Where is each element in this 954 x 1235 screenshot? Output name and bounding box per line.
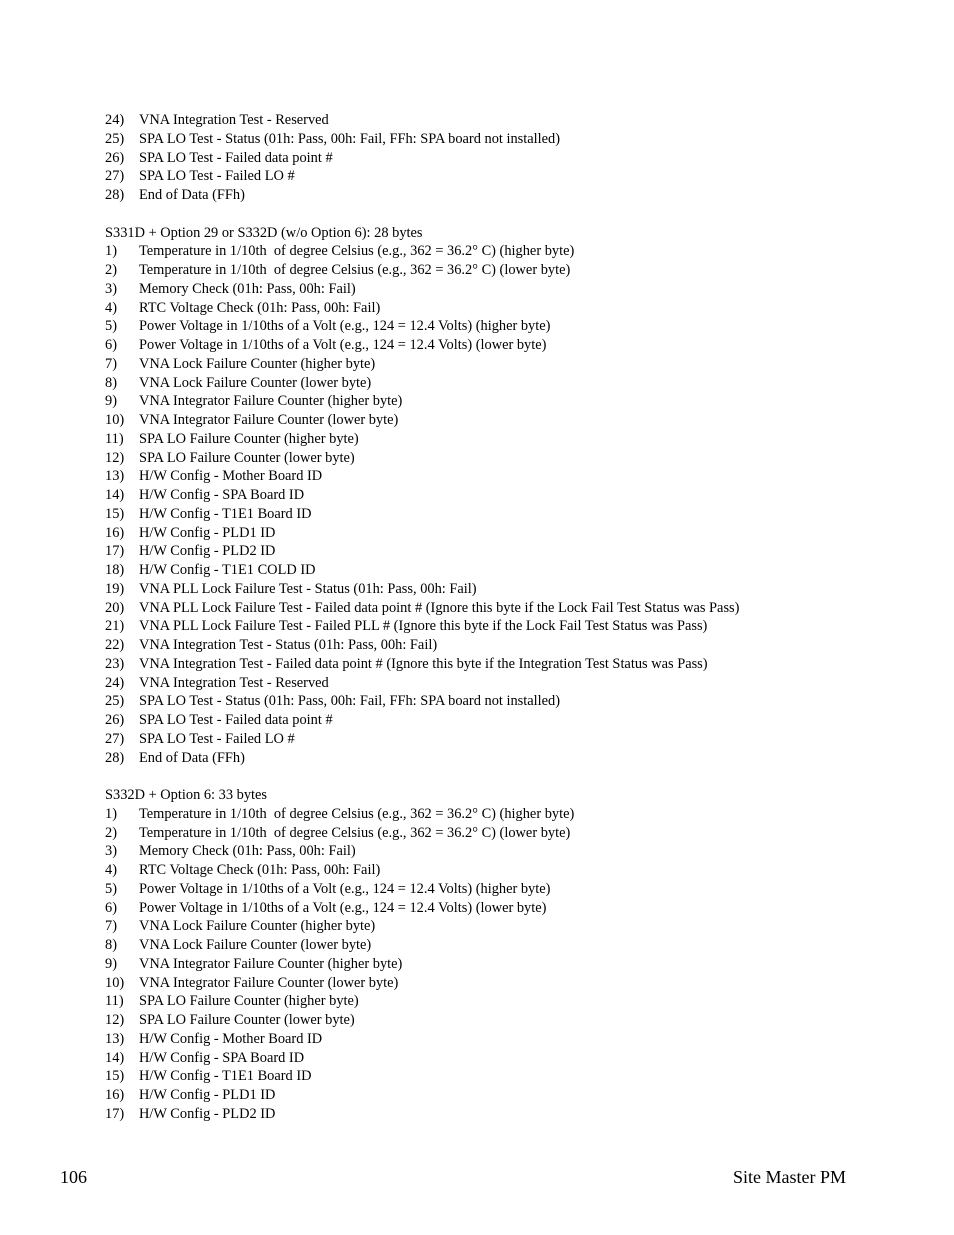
list-item [105,486,865,505]
item-number: 7) [105,355,117,372]
list-item [105,617,865,636]
item-text: Power Voltage in 1/10ths of a Volt (e.g., 124 = 12.4 Volts) (higher byte) [139,318,551,335]
item-number: 17) [105,543,125,560]
list-item [105,636,865,655]
item-text: H/W Config - T1E1 Board ID [139,505,312,522]
item-number: 15) [105,505,125,522]
item-text: VNA Integrator Failure Counter (higher byte) [139,393,403,410]
list-item [105,805,865,824]
list-item [105,449,865,468]
item-text: VNA Integration Test - Status (01h: Pass, 00h: Fail) [139,637,438,653]
item-text: End of Data (FFh) [139,749,245,766]
list-item [105,186,865,205]
item-text: VNA Lock Failure Counter (lower byte) [139,374,372,391]
item-number: 24) [105,674,125,691]
item-number: 27) [105,730,125,747]
item-number: 11) [105,430,124,447]
item-text: VNA Integration Test - Failed data point # (Ignore this byte if the Integration Test Status was Pass) [139,655,708,672]
list-section [105,111,865,205]
page-number: 106 [60,1167,87,1187]
list-item [105,880,865,899]
item-text: Temperature in 1/10th of degree Celsius (e.g., 362 = 36.2° C) (higher byte) [139,805,575,822]
item-number: 16) [105,524,125,541]
item-text: SPA LO Test - Failed LO # [139,730,295,747]
item-number: 14) [105,1049,125,1066]
item-text: SPA LO Test - Failed data point # [139,712,333,728]
item-number: 18) [105,562,125,578]
list-item [105,561,865,580]
item-text: RTC Voltage Check (01h: Pass, 00h: Fail) [139,299,381,316]
item-number: 20) [105,599,125,616]
item-number: 3) [105,280,117,297]
list-item [105,1105,865,1124]
list-item [105,242,865,261]
list-item [105,392,865,411]
section-gap [105,767,865,786]
item-number: 9) [105,955,117,972]
list-item [105,1011,865,1030]
item-text: Memory Check (01h: Pass, 00h: Fail) [139,843,356,860]
item-number: 12) [105,449,125,466]
item-text: End of Data (FFh) [139,187,245,203]
list-item [105,505,865,524]
item-text: H/W Config - Mother Board ID [139,1030,323,1047]
list-item [105,861,865,880]
list-item [105,711,865,730]
item-text: Power Voltage in 1/10ths of a Volt (e.g., 124 = 12.4 Volts) (lower byte) [139,899,547,916]
item-number: 6) [105,899,117,916]
list-item [105,149,865,168]
item-number: 13) [105,1030,125,1047]
item-text: Temperature in 1/10th of degree Celsius (e.g., 362 = 36.2° C) (lower byte) [139,824,571,841]
item-number: 14) [105,487,125,503]
item-text: SPA LO Test - Status (01h: Pass, 00h: Fail, FFh: SPA board not installed) [139,130,561,147]
item-text: SPA LO Test - Status (01h: Pass, 00h: Fail, FFh: SPA board not installed) [139,693,561,710]
list-item [105,936,865,955]
item-number: 8) [105,937,117,953]
list-item [105,1049,865,1068]
item-number: 28) [105,187,125,203]
list-item [105,917,865,936]
list-item [105,299,865,318]
item-text: H/W Config - T1E1 Board ID [139,1068,312,1085]
page-footer [60,1166,846,1188]
list-item [105,430,865,449]
item-text: VNA Lock Failure Counter (lower byte) [139,937,372,953]
item-number: 22) [105,637,125,653]
item-number: 25) [105,130,125,147]
list-item [105,1086,865,1105]
item-number: 28) [105,749,125,766]
item-number: 26) [105,712,125,728]
list-item [105,824,865,843]
list-item [105,467,865,486]
list-item [105,280,865,299]
list-item [105,655,865,674]
list-item [105,692,865,711]
item-number: 1) [105,243,117,260]
list-item [105,749,865,768]
item-number: 24) [105,112,125,128]
list-section [105,786,865,1124]
list-section [105,224,865,768]
item-number: 21) [105,618,125,635]
item-number: 3) [105,843,117,860]
item-number: 17) [105,1105,125,1122]
item-number: 19) [105,580,125,597]
section-heading: S332D + Option 6: 33 bytes [105,787,268,803]
item-text: VNA PLL Lock Failure Test - Status (01h: Pass, 00h: Fail) [139,580,477,597]
item-text: H/W Config - Mother Board ID [139,468,323,485]
item-text: H/W Config - T1E1 COLD ID [139,562,316,578]
list-item [105,317,865,336]
list-item [105,336,865,355]
item-text: H/W Config - PLD2 ID [139,1105,276,1122]
item-text: VNA Integration Test - Reserved [139,112,329,128]
list-item [105,580,865,599]
item-text: H/W Config - SPA Board ID [139,1049,305,1066]
item-number: 27) [105,168,125,185]
item-text: VNA Lock Failure Counter (higher byte) [139,355,376,372]
item-text: H/W Config - SPA Board ID [139,487,305,503]
item-text: H/W Config - PLD1 ID [139,524,276,541]
item-text: Temperature in 1/10th of degree Celsius (e.g., 362 = 36.2° C) (lower byte) [139,262,571,278]
item-text: RTC Voltage Check (01h: Pass, 00h: Fail) [139,862,381,878]
list-item [105,261,865,280]
item-number: 8) [105,374,117,391]
section-heading: S331D + Option 29 or S332D (w/o Option 6): 28 bytes [105,224,423,241]
item-text: VNA PLL Lock Failure Test - Failed PLL # (Ignore this byte if the Lock Fail Test Status was Pass) [139,618,708,635]
item-number: 4) [105,862,117,878]
item-text: H/W Config - PLD1 ID [139,1087,276,1103]
item-text: SPA LO Failure Counter (higher byte) [139,430,359,447]
list-item [105,1030,865,1049]
item-number: 11) [105,993,124,1010]
item-number: 13) [105,468,125,485]
list-item [105,974,865,993]
item-number: 26) [105,149,125,166]
list-item [105,374,865,393]
item-text: VNA Integrator Failure Counter (lower byte) [139,974,399,991]
list-item [105,167,865,186]
item-text: SPA LO Failure Counter (lower byte) [139,449,355,466]
list-item [105,955,865,974]
page-body [105,111,865,1124]
item-number: 12) [105,1012,125,1028]
list-item [105,899,865,918]
item-number: 10) [105,412,125,428]
list-item [105,842,865,861]
item-text: VNA Integration Test - Reserved [139,674,329,691]
item-number: 6) [105,337,117,353]
list-item [105,730,865,749]
item-number: 15) [105,1068,125,1085]
item-text: SPA LO Test - Failed LO # [139,168,295,185]
item-number: 9) [105,393,117,410]
list-item [105,524,865,543]
list-item [105,111,865,130]
item-number: 2) [105,262,117,278]
list-item [105,411,865,430]
list-item [105,599,865,618]
list-item [105,542,865,561]
list-item [105,992,865,1011]
item-text: Memory Check (01h: Pass, 00h: Fail) [139,280,356,297]
item-text: SPA LO Test - Failed data point # [139,149,333,166]
list-item [105,1067,865,1086]
list-item [105,130,865,149]
item-text: Power Voltage in 1/10ths of a Volt (e.g., 124 = 12.4 Volts) (higher byte) [139,880,551,897]
item-text: VNA Integrator Failure Counter (higher byte) [139,955,403,972]
section-gap [105,205,865,224]
list-item [105,674,865,693]
item-number: 2) [105,824,117,841]
item-text: SPA LO Failure Counter (lower byte) [139,1012,355,1028]
item-text: SPA LO Failure Counter (higher byte) [139,993,359,1010]
item-number: 7) [105,918,117,935]
item-number: 5) [105,318,117,335]
item-number: 10) [105,974,125,991]
item-number: 5) [105,880,117,897]
item-number: 16) [105,1087,125,1103]
item-number: 25) [105,693,125,710]
item-number: 4) [105,299,117,316]
manual-title: Site Master PM [732,1167,846,1187]
item-text: Temperature in 1/10th of degree Celsius (e.g., 362 = 36.2° C) (higher byte) [139,243,575,260]
item-text: H/W Config - PLD2 ID [139,543,276,560]
item-text: VNA PLL Lock Failure Test - Failed data point # (Ignore this byte if the Lock Fail Test Status was Pass) [139,599,740,616]
item-number: 1) [105,805,117,822]
list-item [105,355,865,374]
item-text: VNA Integrator Failure Counter (lower byte) [139,412,399,428]
item-text: Power Voltage in 1/10ths of a Volt (e.g., 124 = 12.4 Volts) (lower byte) [139,337,547,353]
item-text: VNA Lock Failure Counter (higher byte) [139,918,376,935]
item-number: 23) [105,655,125,672]
